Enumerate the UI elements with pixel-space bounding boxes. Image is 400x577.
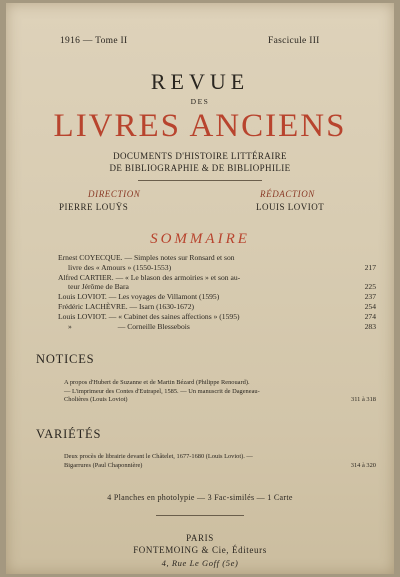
varietes-line: Deux procès de librairie devant le Châtelet, 1677-1680 (Louis Loviot). — <box>64 453 253 460</box>
toc-author: Louis LOVIOT. <box>58 311 107 321</box>
plates-line: 4 Planches en photolypie — 3 Fac-similés — 1 Carte <box>107 493 293 502</box>
divider <box>138 180 262 181</box>
notices-line: — L'imprimeur des Contes d'Eutrapel, 1585. — Un manuscrit de Dageneau- <box>64 387 260 395</box>
toc-page: 217 <box>364 262 376 272</box>
toc-title: — Isarn (1630-1672) <box>129 301 195 311</box>
notices-text <box>64 379 376 405</box>
toc-title-cont: livre des « Amours » (1550-1553) <box>68 262 172 272</box>
toc-author: » <box>68 321 72 331</box>
sommaire-heading: SOMMAIRE <box>150 231 250 247</box>
book-cover <box>6 3 394 574</box>
publisher-address: 4, Rue Le Goff (5e) <box>161 558 239 568</box>
toc-entry <box>58 312 376 322</box>
varietes-heading: VARIÉTÉS <box>36 427 102 441</box>
toc-author: Alfred CARTIER. <box>58 272 114 282</box>
toc-page: 237 <box>364 292 376 302</box>
toc-title: — « Cabinet des saines affections » (1595) <box>108 311 240 321</box>
notices-line: A propos d'Hubert de Suzanne et de Martin Bézard (Philippe Renouard). <box>64 379 250 386</box>
toc-title: — « Le blason des armoiries » et son au- <box>115 272 241 282</box>
toc-entry <box>58 322 376 332</box>
subtitle-line-2: DE BIBLIOGRAPHIE & DE BIBLIOPHILIE <box>109 163 291 173</box>
subtitle-line-1: DOCUMENTS D'HISTOIRE LITTÉRAIRE <box>113 151 287 161</box>
masthead-revue: REVUE <box>150 69 250 94</box>
year-tome: 1916 — Tome II <box>60 36 128 46</box>
toc-entry <box>58 302 376 312</box>
direction-name: PIERRE LOUŸS <box>59 202 129 212</box>
publisher-name: FONTEMOING & Cie, Éditeurs <box>133 545 267 555</box>
toc-page: 274 <box>364 311 376 321</box>
toc-page: 254 <box>364 301 376 311</box>
toc-title-cont: teur Jérôme de Bara <box>68 282 129 292</box>
toc-page: 225 <box>364 282 376 292</box>
toc-title: — Simples notes sur Ronsard et son <box>124 253 235 262</box>
toc-author: Louis LOVIOT. <box>58 292 107 302</box>
table-of-contents <box>58 253 376 331</box>
toc-author: Frédéric LACHÈVRE. <box>58 301 128 311</box>
notices-pages: 311 à 318 <box>351 396 376 404</box>
redaction-label: RÉDACTION <box>260 189 315 199</box>
direction-label: DIRECTION <box>88 189 141 199</box>
toc-entry <box>58 273 376 293</box>
varietes-line: Bigarrures (Paul Chaponnière) <box>64 461 143 469</box>
toc-author: Ernest COYECQUE. <box>58 253 123 262</box>
fascicule: Fascicule III <box>268 36 320 46</box>
divider <box>156 515 244 516</box>
notices-heading: NOTICES <box>36 352 95 366</box>
notices-line: Cholières (Louis Loviot) <box>64 396 128 404</box>
toc-entry <box>58 292 376 302</box>
varietes-pages: 314 à 320 <box>350 461 376 469</box>
toc-page: 283 <box>364 321 376 331</box>
masthead-des: DES <box>190 97 210 106</box>
toc-entry <box>58 253 376 273</box>
toc-title: — Corneille Blessebois <box>117 321 190 331</box>
masthead-title: LIVRES ANCIENS <box>53 108 347 144</box>
redaction-name: LOUIS LOVIOT <box>256 202 325 212</box>
publisher-city: PARIS <box>186 533 214 543</box>
toc-title: — Les voyages de Villamont (1595) <box>108 292 220 302</box>
varietes-text <box>64 453 376 470</box>
